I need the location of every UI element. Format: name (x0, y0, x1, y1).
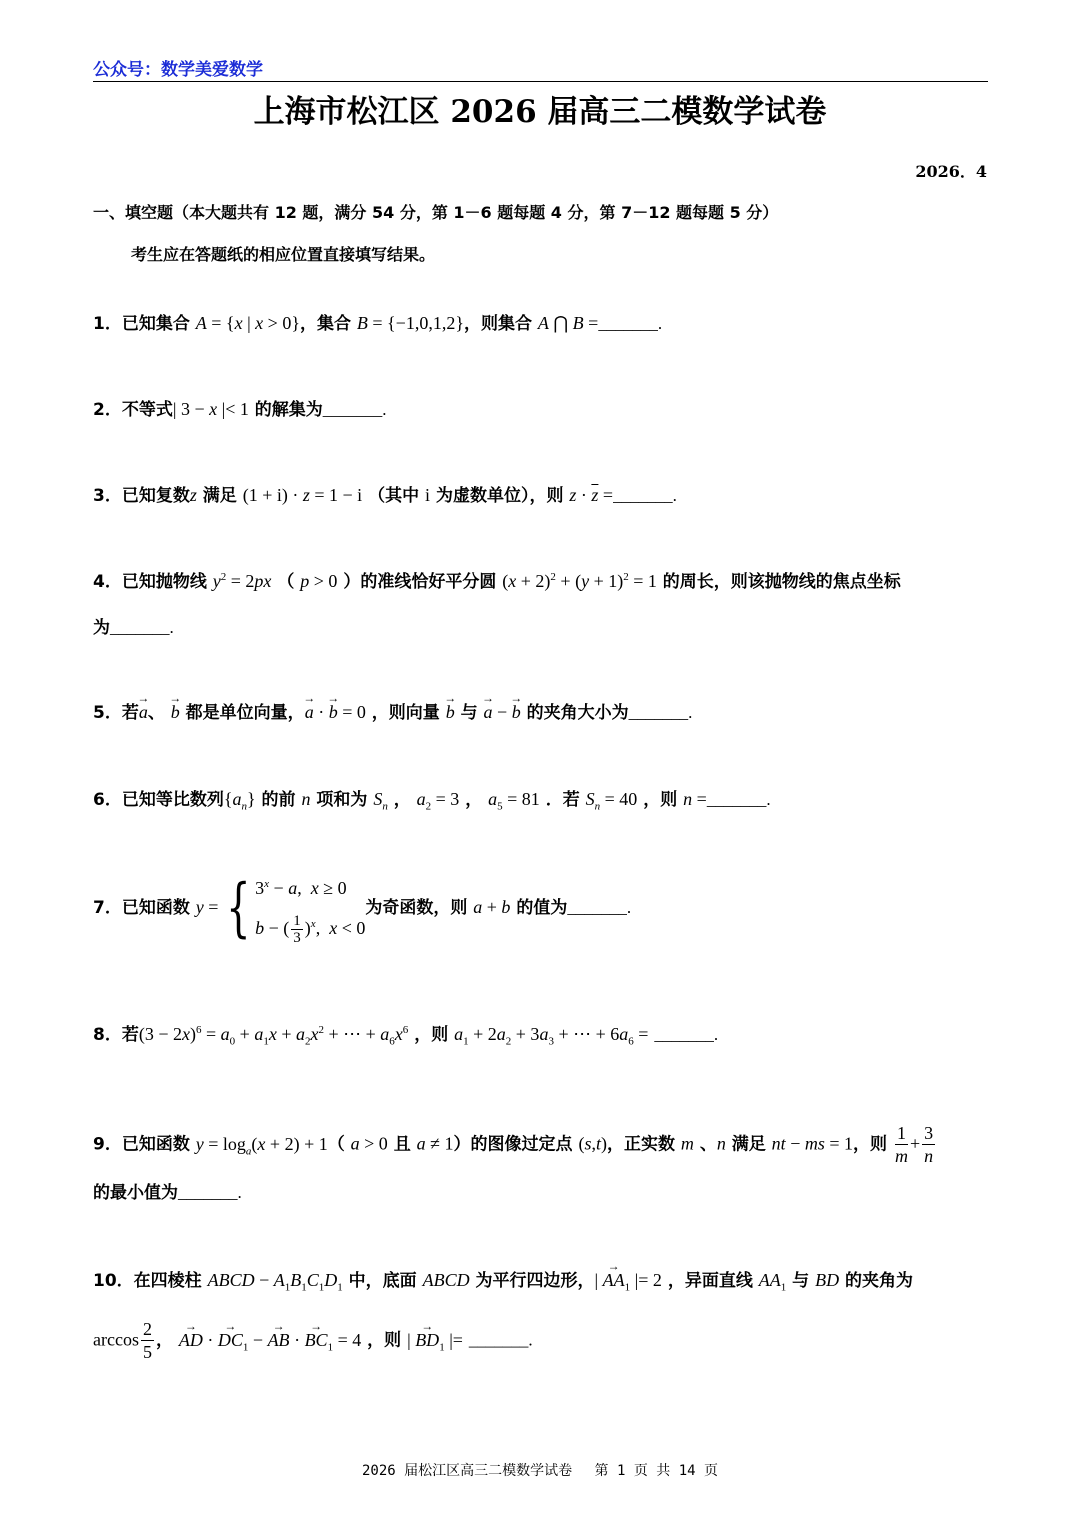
question-3: 3．已知复数z 满足 (1 + i) · z = 1 − i （其中 i 为虚数单位），则 $z \cdot \overline{z}$ =_______. (93, 485, 677, 506)
question-8: 8．若$(3 - 2x)^6 = a_0 + a_1x + a_2x^2$ + ⋯ + $a_6x^6$ ，则 $a_1 + 2a_2 + 3a_3$ + ⋯ + $6a_6$ = _______. (93, 1024, 719, 1048)
question-2: 2．不等式| 3 − x |< 1 的解集为_______. (93, 399, 387, 420)
question-4: 4．已知抛物线 $y^2 = 2px$ （ p > 0 ）的准线恰好平分圆 $(x + 2)^2 + (y + 1)^2 = 1$ 的周长，则该抛物线的焦点坐标 (93, 571, 901, 592)
page-footer: 2026 届松江区高三二模数学试卷 第 1 页 共 14 页 (361, 1463, 718, 1479)
question-10-cont: arccos $\frac{2}{5}$ ， → AD · → $DC_1$ − → AB · → $BC_1 = 4$ ，则 | → $BD_1$ |= _______. (93, 1318, 988, 1363)
question-6: 6．已知等比数列$\{a_n\}$ 的前 n 项和为 $S_n$ ， $a_2 = 3$ ， $a_5 = 81$ ．若 $S_n = 40$ ，则 n =_______. (93, 789, 771, 813)
question-10: 10．在四棱柱 ABCD − $A_1B_1C_1D_1$ 中，底面 ABCD 为平行四边形，| → $AA_1$ |= 2 ，异面直线 $AA_1$ 与 BD 的夹角为 (93, 1268, 988, 1293)
watermark: 公众号：数学美爱数学 (93, 60, 263, 80)
section-instruction: 考生应在答题纸的相应位置直接填写结果。 (131, 245, 436, 264)
question-9-cont: 的最小值为_______. (93, 1183, 242, 1203)
section-heading: 一、填空题（本大题共有 12 题，满分 54 分，第 1－6 题每题 4 分，第 7－12 题每题 5 分） (93, 203, 779, 222)
question-7: 7．已知函数 y = { $3^x - a$, x ≥ 0 b − ( $\frac{1}{3}$ )$^x$, x < 0 为奇函数，则 a + b 的值为_______. (93, 871, 632, 947)
question-4-cont: 为_______. (93, 618, 174, 638)
question-1: 1．已知集合 A = {x | x > 0}，集合 B = {−1,0,1,2}，则集合 A ⋂ B =_______. (93, 313, 663, 334)
header-rule (93, 81, 988, 82)
exam-date: 2026．4 (915, 162, 987, 181)
question-9: 9．已知函数 $y = \log_a(x + 2) + 1$（ a > 0 且 a ≠ 1）的图像过定点 (s,t)，正实数 m 、n 满足 nt − ms = 1，则 $\frac{1}{m}$ + $\frac{3}{n}$ (93, 1123, 934, 1166)
question-5: 5．若→ a、 → b 都是单位向量，→ a · → b = 0 ，则向量 → b 与 → a − → b 的夹角大小为_______. (93, 700, 988, 725)
exam-title: 上海市松江区 2026 届高三二模数学试卷 (253, 94, 827, 130)
